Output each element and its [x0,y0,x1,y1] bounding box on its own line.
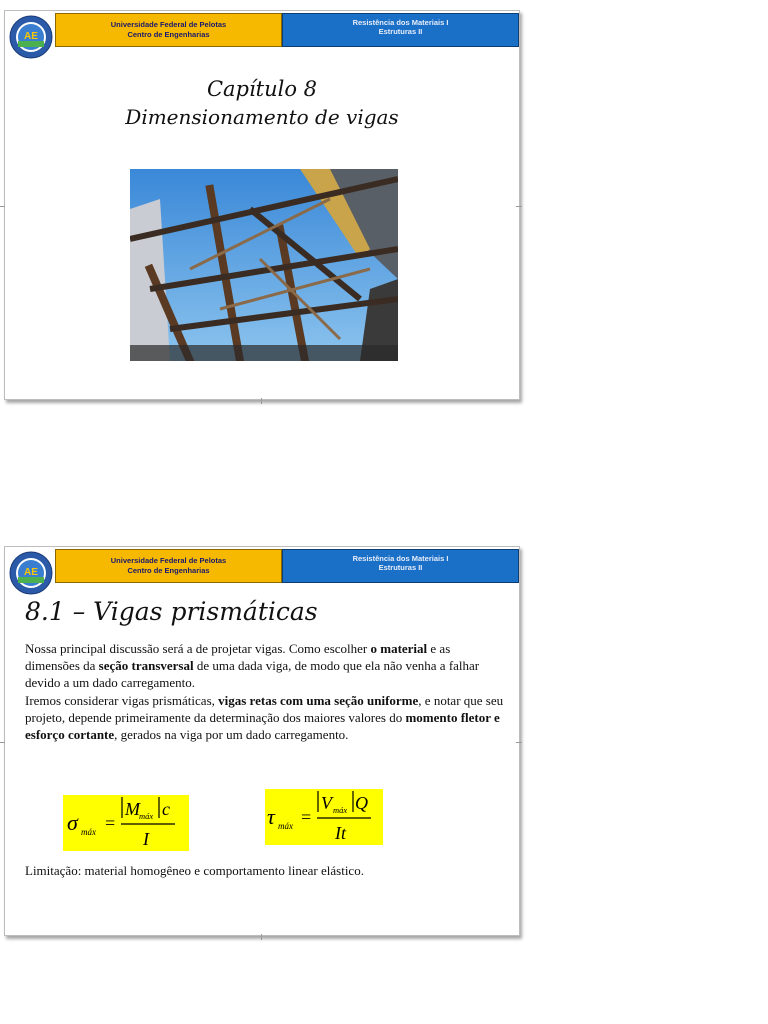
crop-mark [261,398,262,404]
slide-2 [4,546,520,936]
formula-1-num-tail: c [162,799,170,819]
formula-2-num-sym: V [321,793,332,813]
paragraph-1 [25,640,505,692]
paragraph2-run: , e notar que seu projeto, depende primeiramente da determinação dos maiores valores do [25,692,504,725]
course-name: Resistência dos Materiais I [352,18,449,27]
chapter-number: Capítulo 8 [206,77,318,101]
paragraph1-run: seção transversal [98,658,194,674]
formula-2-den: It [335,823,346,843]
university-logo [9,15,53,59]
slide-header [55,549,519,583]
body-text [25,640,505,743]
svg-text:=: = [105,813,116,833]
formula-1-lhs-sub: máx [81,827,96,837]
paragraph1-run: de uma dada viga, de modo que ela não venha a falhar devido a um dado carregamento. [25,658,480,691]
institution-box [55,549,282,583]
paragraph2-run: Iremos considerar vigas prismáticas, [25,692,219,708]
svg-text:=: = [301,807,312,827]
shear-stress-formula [265,789,383,845]
center-name: Centro de Engenharias [127,566,210,575]
crop-mark [0,742,5,743]
paragraph1-run: o material [370,641,428,656]
paragraph2-run: , gerados na viga por um dado carregamento. [114,727,349,743]
subcourse-name: Estruturas II [378,27,423,36]
formula-2-num-sub: máx [333,805,348,815]
slide-1 [4,10,520,400]
formula-2-num-tail: Q [355,793,368,813]
course-box [282,13,519,47]
steel-structure-photo [130,169,398,361]
section-title: 8.1 – Vigas prismáticas [25,597,318,626]
formula-1-den: I [143,829,149,849]
university-name: Universidade Federal de Pelotas [110,20,227,29]
formula-1-lhs: σ [67,810,78,835]
paragraph1-run: Nossa principal discussão será a de projetar vigas. Como escolher [25,641,371,656]
crop-mark [516,742,522,743]
formula-1-num-sub: máx [139,811,154,821]
bending-stress-formula [63,795,189,851]
chapter-title: Dimensionamento de vigas [125,105,399,129]
university-name: Universidade Federal de Pelotas [110,556,227,565]
paragraph1-run: e as dimensões da [25,641,451,674]
course-name: Resistência dos Materiais I [352,554,449,563]
paragraph2-run: momento fletor e esforço cortante [25,709,500,743]
crop-mark [516,206,522,207]
formula-1-num-sym: M [125,799,140,819]
slide-header [55,13,519,47]
paragraph-2 [25,692,505,744]
university-logo [9,551,53,595]
center-name: Centro de Engenharias [127,30,210,39]
limitation-text: Limitação: material homogêneo e comportamento linear elástico. [25,863,364,878]
institution-box [55,13,282,47]
crop-mark [0,206,5,207]
svg-text:AE: AE [24,567,38,578]
svg-text:AE: AE [24,31,38,42]
formula-2-lhs-sub: máx [278,821,293,831]
crop-mark [261,934,262,940]
formula-2-lhs: τ [267,804,275,829]
subcourse-name: Estruturas II [378,563,423,572]
paragraph2-run: vigas retas com uma seção uniforme [218,692,419,708]
course-box [282,549,519,583]
